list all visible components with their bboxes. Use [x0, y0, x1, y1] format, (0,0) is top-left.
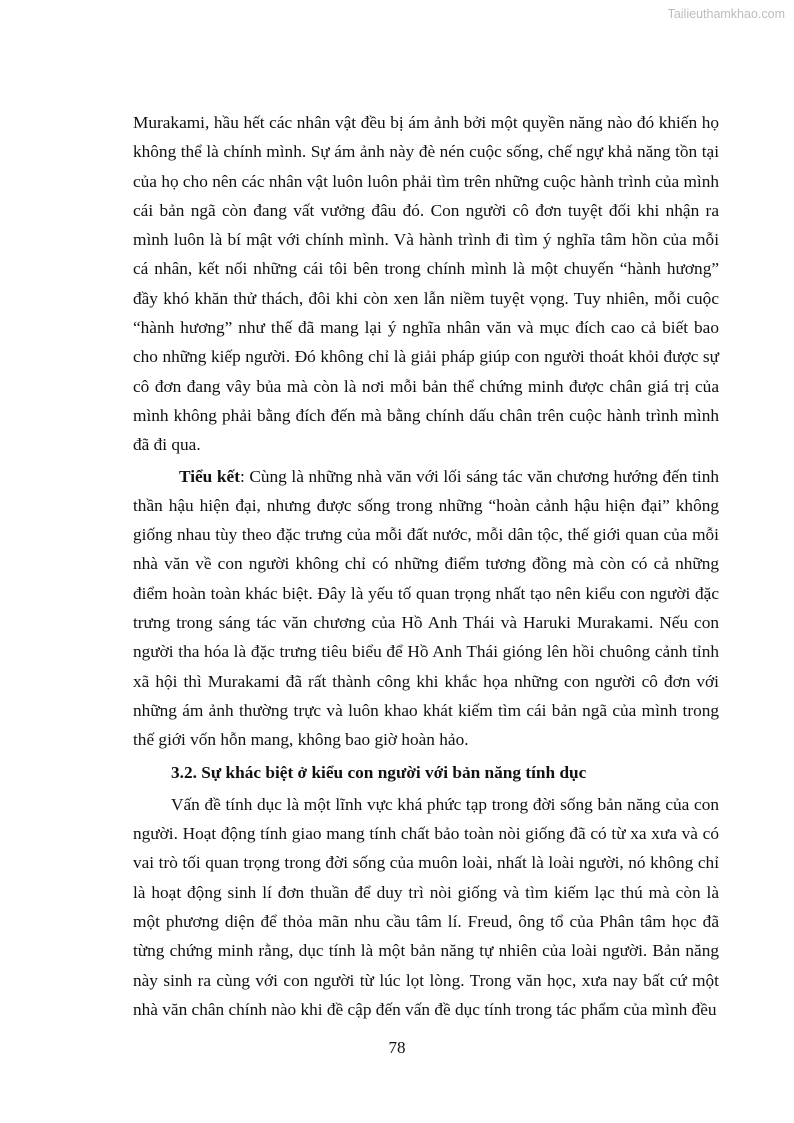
paragraph-section-intro: Vấn đề tính dục là một lĩnh vực khá phức tạp trong đời sống bản năng của con người. Hoạt động tính giao mang tính chất bảo toàn nòi giống đã có từ xa xưa và có vai trò tối quan trọng trong đời sống của muôn loài, nhất là loài người, nó không chỉ là hoạt động sinh lí đơn thuần để duy trì nòi giống và tìm kiếm lạc thú mà còn là một phương diện để thỏa mãn nhu cầu tâm lí. Freud, ông tổ của Phân tâm học đã từng chứng minh rằng, dục tính là một bản năng tự nhiên của loài người. Bản năng này sinh ra cùng với con người từ lúc lọt lòng. Trong văn học, xưa nay bất cứ một nhà văn chân chính nào khi đề cập đến vấn đề dục tính trong tác phẩm của mình đều: [133, 794, 719, 1019]
paragraph-continuation: Murakami, hầu hết các nhân vật đều bị ám ảnh bởi một quyền năng nào đó khiến họ không thể là chính mình. Sự ám ảnh này đè nén cuộc sống, chế ngự khả năng tồn tại của họ cho nên các nhân vật luôn luôn phải tìm trên những cuộc hành trình của mình cái bản ngã còn đang vất vưởng đâu đó. Con người cô đơn tuyệt đối khi nhận ra mình luôn là bí mật với chính mình. Và hành trình đi tìm ý nghĩa tâm hồn của mỗi cá nhân, kết nối những cái tôi bên trong chính mình là một chuyến “hành hương” đầy khó khăn thử thách, đôi khi còn xen lẫn niềm tuyệt vọng. Tuy nhiên, mỗi cuộc “hành hương” như thế đã mang lại ý nghĩa nhân văn và mục đích cao cả biết bao cho những kiếp người. Đó không chỉ là giải pháp giúp con người thoát khỏi được sự cô đơn đang vây bủa mà còn là nơi mỗi bản thể chứng minh được chân giá trị của mình không phải bằng đích đến mà bằng chính dấu chân trên cuộc hành trình mình đã đi qua.: [133, 113, 719, 455]
page-body: [133, 108, 719, 1024]
summary-label: Tiểu kết: [179, 466, 240, 486]
watermark: Tailieuthamkhao.com: [667, 7, 785, 21]
summary-text: : Cùng là những nhà văn với lối sáng tác văn chương hướng đến tinh thần hậu hiện đại, nhưng được sống trong những “hoàn cảnh hậu hiện đại” không giống nhau tùy theo đặc trưng của mỗi đất nước, mỗi dân tộc, thế giới quan của mỗi nhà văn về con người không chỉ có những điểm tương đồng mà còn có cả những điểm hoàn toàn khác biệt. Đây là yếu tố quan trọng nhất tạo nên kiểu con người đặc trưng trong sáng tác văn chương của Hồ Anh Thái và Haruki Murakami. Nếu con người tha hóa là đặc trưng tiêu biểu để Hồ Anh Thái gióng lên hồi chuông cảnh tỉnh xã hội thì Murakami đã rất thành công khi khắc họa những con người cô đơn với những ám ảnh thường trực và luôn khao khát kiếm tìm cái bản ngã của mình trong thế giới vốn hỗn mang, không bao giờ hoàn hảo.: [133, 466, 719, 750]
page-number: 78: [388, 1038, 406, 1057]
section-heading: 3.2. Sự khác biệt ở kiểu con người với bản năng tính dục: [171, 762, 587, 782]
summary-paragraph: [133, 462, 719, 755]
